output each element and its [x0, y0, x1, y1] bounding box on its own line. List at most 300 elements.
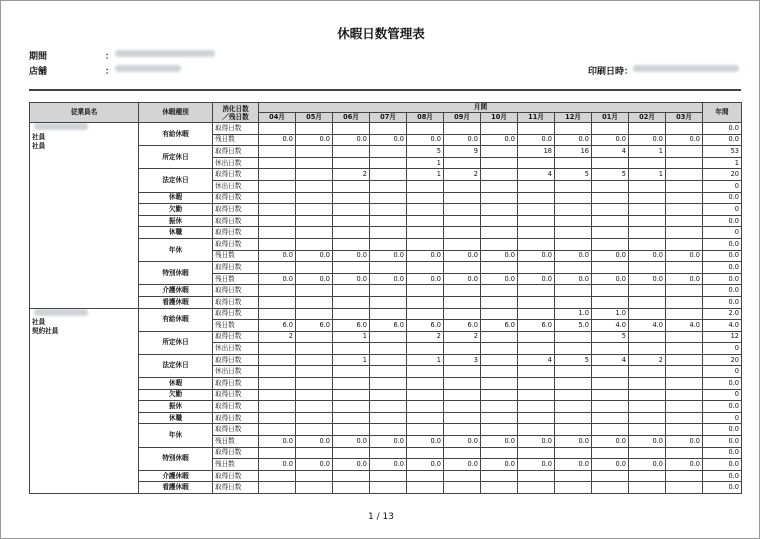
month-value-cell: 0.0: [481, 250, 518, 262]
month-value-cell: 0.0: [444, 459, 481, 471]
month-value-cell: [259, 285, 296, 297]
month-value-cell: [666, 192, 703, 204]
month-value-cell: [518, 308, 555, 320]
month-value-cell: [555, 366, 592, 378]
month-value-cell: 0.0: [296, 436, 333, 448]
leave-type-cell: 欠勤: [139, 389, 213, 401]
month-value-cell: [481, 401, 518, 413]
month-value-cell: [407, 204, 444, 216]
month-value-cell: 2: [333, 169, 370, 181]
month-value-cell: 0.0: [481, 273, 518, 285]
month-value-cell: [555, 378, 592, 390]
leave-type-cell: 有給休暇: [139, 123, 213, 146]
month-value-cell: [592, 482, 629, 494]
month-value-cell: [370, 401, 407, 413]
month-value-cell: 0.0: [407, 134, 444, 146]
month-value-cell: [666, 262, 703, 274]
month-value-cell: [629, 215, 666, 227]
month-value-cell: [518, 424, 555, 436]
month-value-cell: [333, 482, 370, 494]
month-value-cell: [296, 308, 333, 320]
month-value-cell: 0.0: [444, 273, 481, 285]
header-month: 12月: [555, 113, 592, 123]
month-value-cell: [370, 447, 407, 459]
month-value-cell: 0.0: [592, 459, 629, 471]
month-value-cell: [518, 192, 555, 204]
month-value-cell: [259, 482, 296, 494]
measure-cell: 取得日数: [213, 412, 259, 424]
month-value-cell: [259, 123, 296, 135]
month-value-cell: 5: [407, 146, 444, 158]
month-value-cell: 16: [555, 146, 592, 158]
month-value-cell: [444, 470, 481, 482]
measure-cell: 残日数: [213, 250, 259, 262]
month-value-cell: [259, 204, 296, 216]
month-value-cell: 0.0: [555, 436, 592, 448]
month-value-cell: 1.0: [555, 308, 592, 320]
month-value-cell: [407, 192, 444, 204]
month-value-cell: [296, 180, 333, 192]
month-value-cell: [481, 180, 518, 192]
month-value-cell: 0.0: [444, 436, 481, 448]
year-total-cell: 0.0: [703, 482, 742, 494]
month-value-cell: [444, 412, 481, 424]
month-value-cell: [592, 401, 629, 413]
employee-name-redacted: [34, 123, 88, 130]
month-value-cell: [259, 354, 296, 366]
report-title: 休暇日数管理表: [337, 26, 425, 41]
month-value-cell: 4: [592, 146, 629, 158]
month-value-cell: [666, 470, 703, 482]
month-value-cell: [444, 424, 481, 436]
month-value-cell: [370, 192, 407, 204]
month-value-cell: 0.0: [259, 250, 296, 262]
month-value-cell: [592, 123, 629, 135]
month-value-cell: 9: [444, 146, 481, 158]
month-value-cell: [518, 123, 555, 135]
month-value-cell: [518, 331, 555, 343]
print-datetime-label: 印刷日時：: [588, 67, 634, 77]
measure-cell: 取得日数: [213, 389, 259, 401]
month-value-cell: [407, 366, 444, 378]
month-value-cell: [555, 157, 592, 169]
month-value-cell: [481, 366, 518, 378]
month-value-cell: 0.0: [555, 459, 592, 471]
month-value-cell: 0.0: [296, 273, 333, 285]
measure-cell: 取得日数: [213, 296, 259, 308]
year-total-cell: 53: [703, 146, 742, 158]
month-value-cell: [629, 366, 666, 378]
month-value-cell: [407, 262, 444, 274]
month-value-cell: [444, 447, 481, 459]
month-value-cell: 0.0: [592, 250, 629, 262]
year-total-cell: 0.0: [703, 436, 742, 448]
header-month: 02月: [629, 113, 666, 123]
month-value-cell: [629, 227, 666, 239]
measure-cell: 取得日数: [213, 447, 259, 459]
month-value-cell: [666, 424, 703, 436]
measure-cell: 取得日数: [213, 227, 259, 239]
year-total-cell: 0: [703, 227, 742, 239]
month-value-cell: [666, 204, 703, 216]
month-value-cell: [333, 424, 370, 436]
month-value-cell: [555, 238, 592, 250]
month-value-cell: 2: [259, 331, 296, 343]
month-value-cell: [444, 389, 481, 401]
year-total-cell: 0: [703, 343, 742, 355]
month-value-cell: [555, 447, 592, 459]
measure-cell: 残日数: [213, 134, 259, 146]
measure-cell: 取得日数: [213, 285, 259, 297]
store-colon: ：: [105, 67, 115, 77]
month-value-cell: [518, 447, 555, 459]
month-value-cell: [370, 354, 407, 366]
measure-cell: 残日数: [213, 459, 259, 471]
year-total-cell: 0.0: [703, 401, 742, 413]
month-value-cell: [518, 470, 555, 482]
month-value-cell: 1.0: [592, 308, 629, 320]
month-value-cell: [333, 204, 370, 216]
month-value-cell: [333, 262, 370, 274]
month-value-cell: 0.0: [370, 459, 407, 471]
month-value-cell: [407, 296, 444, 308]
month-value-cell: [333, 180, 370, 192]
month-value-cell: [629, 482, 666, 494]
header-divider: [29, 89, 741, 91]
month-value-cell: [370, 366, 407, 378]
measure-cell: 取得日数: [213, 401, 259, 413]
month-value-cell: [259, 424, 296, 436]
month-value-cell: [592, 296, 629, 308]
month-value-cell: [296, 354, 333, 366]
measure-cell: 取得日数: [213, 238, 259, 250]
month-value-cell: [629, 204, 666, 216]
month-value-cell: [296, 366, 333, 378]
month-value-cell: 0.0: [518, 436, 555, 448]
month-value-cell: [592, 204, 629, 216]
month-value-cell: [666, 447, 703, 459]
month-value-cell: [333, 308, 370, 320]
month-value-cell: [629, 285, 666, 297]
header-month: 06月: [333, 113, 370, 123]
month-value-cell: [629, 180, 666, 192]
measure-cell: 取得日数: [213, 123, 259, 135]
month-value-cell: [296, 262, 333, 274]
month-value-cell: 0.0: [407, 436, 444, 448]
month-value-cell: [592, 412, 629, 424]
month-value-cell: [259, 401, 296, 413]
month-value-cell: [518, 389, 555, 401]
month-value-cell: [259, 308, 296, 320]
month-value-cell: [629, 262, 666, 274]
month-value-cell: 0.0: [370, 436, 407, 448]
month-value-cell: 0.0: [629, 134, 666, 146]
month-value-cell: 6.0: [370, 320, 407, 332]
month-value-cell: [259, 238, 296, 250]
year-total-cell: 0: [703, 389, 742, 401]
month-value-cell: [370, 389, 407, 401]
month-value-cell: [518, 366, 555, 378]
month-value-cell: [296, 378, 333, 390]
measure-cell: 取得日数: [213, 146, 259, 158]
month-value-cell: 0.0: [296, 459, 333, 471]
month-value-cell: [592, 262, 629, 274]
month-value-cell: 1: [629, 169, 666, 181]
month-value-cell: [370, 227, 407, 239]
leave-type-cell: 休暇: [139, 192, 213, 204]
month-value-cell: [481, 470, 518, 482]
month-value-cell: [259, 447, 296, 459]
month-value-cell: [481, 204, 518, 216]
measure-cell: 休出日数: [213, 157, 259, 169]
year-total-cell: 0: [703, 180, 742, 192]
month-value-cell: [629, 447, 666, 459]
employee-name-redacted: [34, 309, 88, 316]
month-value-cell: [296, 401, 333, 413]
month-value-cell: [370, 308, 407, 320]
month-value-cell: [444, 180, 481, 192]
month-value-cell: [444, 204, 481, 216]
month-value-cell: [481, 331, 518, 343]
month-value-cell: [666, 215, 703, 227]
measure-cell: 取得日数: [213, 424, 259, 436]
month-value-cell: [666, 378, 703, 390]
month-value-cell: [481, 447, 518, 459]
month-value-cell: [407, 470, 444, 482]
header-used-remaining: 消化日数 ／残日数: [213, 103, 259, 123]
month-value-cell: [592, 238, 629, 250]
month-value-cell: 0.0: [555, 250, 592, 262]
month-value-cell: 4.0: [666, 320, 703, 332]
month-value-cell: [370, 146, 407, 158]
month-value-cell: [296, 227, 333, 239]
month-value-cell: [518, 238, 555, 250]
leave-type-cell: 看護休暇: [139, 482, 213, 494]
month-value-cell: [518, 180, 555, 192]
leave-type-cell: 特別休暇: [139, 262, 213, 285]
month-value-cell: 2: [444, 331, 481, 343]
month-value-cell: [444, 215, 481, 227]
leave-type-cell: 休職: [139, 227, 213, 239]
month-value-cell: 0.0: [629, 273, 666, 285]
month-value-cell: [629, 192, 666, 204]
month-value-cell: [555, 343, 592, 355]
month-value-cell: [555, 227, 592, 239]
month-value-cell: [333, 389, 370, 401]
month-value-cell: 0.0: [555, 273, 592, 285]
month-value-cell: [518, 215, 555, 227]
month-value-cell: [518, 412, 555, 424]
month-value-cell: [370, 285, 407, 297]
year-total-cell: 0.0: [703, 250, 742, 262]
month-value-cell: [518, 482, 555, 494]
leave-type-cell: 所定休日: [139, 146, 213, 169]
month-value-cell: [407, 447, 444, 459]
month-value-cell: [259, 157, 296, 169]
month-value-cell: 0.0: [555, 134, 592, 146]
month-value-cell: [444, 262, 481, 274]
month-value-cell: [629, 424, 666, 436]
header-month: 10月: [481, 113, 518, 123]
month-value-cell: [444, 238, 481, 250]
month-value-cell: [370, 204, 407, 216]
month-value-cell: 0.0: [370, 134, 407, 146]
year-total-cell: 0.0: [703, 192, 742, 204]
month-value-cell: 6.0: [518, 320, 555, 332]
month-value-cell: [629, 296, 666, 308]
month-value-cell: [629, 238, 666, 250]
year-total-cell: 0.0: [703, 123, 742, 135]
month-value-cell: 0.0: [666, 250, 703, 262]
month-value-cell: [407, 227, 444, 239]
month-value-cell: [444, 285, 481, 297]
month-value-cell: 6.0: [407, 320, 444, 332]
header-month: 07月: [370, 113, 407, 123]
month-value-cell: 6.0: [444, 320, 481, 332]
month-value-cell: [296, 146, 333, 158]
month-value-cell: 2: [444, 169, 481, 181]
month-value-cell: 0.0: [592, 273, 629, 285]
month-value-cell: [370, 424, 407, 436]
month-value-cell: [555, 482, 592, 494]
month-value-cell: [481, 482, 518, 494]
employee-cell: [30, 123, 139, 309]
leave-type-cell: 法定休日: [139, 169, 213, 192]
measure-cell: 残日数: [213, 436, 259, 448]
measure-cell: 取得日数: [213, 204, 259, 216]
month-value-cell: 0.0: [666, 436, 703, 448]
month-value-cell: [666, 123, 703, 135]
month-value-cell: [555, 204, 592, 216]
year-total-cell: 0.0: [703, 447, 742, 459]
month-value-cell: 0.0: [259, 273, 296, 285]
header-month: 01月: [592, 113, 629, 123]
month-value-cell: [444, 192, 481, 204]
month-value-cell: [370, 470, 407, 482]
month-value-cell: [592, 215, 629, 227]
month-value-cell: 0.0: [629, 459, 666, 471]
year-total-cell: 0: [703, 366, 742, 378]
print-datetime-value-redacted: [633, 65, 739, 72]
month-value-cell: [333, 123, 370, 135]
month-value-cell: 0.0: [333, 436, 370, 448]
month-value-cell: [407, 378, 444, 390]
month-value-cell: [407, 482, 444, 494]
month-value-cell: 1: [407, 169, 444, 181]
month-value-cell: 5: [592, 331, 629, 343]
month-value-cell: [296, 482, 333, 494]
month-value-cell: [629, 123, 666, 135]
leave-type-cell: 年休: [139, 424, 213, 447]
month-value-cell: [666, 389, 703, 401]
month-value-cell: [666, 238, 703, 250]
header-months-group: 月間: [259, 103, 703, 113]
month-value-cell: [592, 378, 629, 390]
month-value-cell: [370, 331, 407, 343]
month-value-cell: [592, 285, 629, 297]
month-value-cell: [666, 296, 703, 308]
month-value-cell: [370, 238, 407, 250]
month-value-cell: [518, 204, 555, 216]
month-value-cell: [407, 285, 444, 297]
month-value-cell: [333, 238, 370, 250]
month-value-cell: [259, 366, 296, 378]
year-total-cell: 0: [703, 204, 742, 216]
month-value-cell: 5: [555, 354, 592, 366]
month-value-cell: [296, 123, 333, 135]
month-value-cell: [592, 180, 629, 192]
month-value-cell: [481, 262, 518, 274]
month-value-cell: 1: [333, 331, 370, 343]
year-total-cell: 0.0: [703, 296, 742, 308]
month-value-cell: [333, 157, 370, 169]
month-value-cell: [444, 378, 481, 390]
month-value-cell: [333, 412, 370, 424]
month-value-cell: [333, 285, 370, 297]
month-value-cell: [555, 285, 592, 297]
month-value-cell: 0.0: [370, 273, 407, 285]
month-value-cell: [444, 296, 481, 308]
period-value-redacted: [115, 50, 215, 57]
month-value-cell: [481, 296, 518, 308]
measure-cell: 休出日数: [213, 343, 259, 355]
header-month: 08月: [407, 113, 444, 123]
month-value-cell: [629, 343, 666, 355]
month-value-cell: [259, 169, 296, 181]
month-value-cell: [296, 157, 333, 169]
month-value-cell: [370, 169, 407, 181]
month-value-cell: [333, 227, 370, 239]
month-value-cell: [481, 354, 518, 366]
month-value-cell: 0.0: [666, 134, 703, 146]
month-value-cell: [296, 296, 333, 308]
month-value-cell: [444, 366, 481, 378]
month-value-cell: 0.0: [296, 250, 333, 262]
month-value-cell: 0.0: [407, 459, 444, 471]
month-value-cell: [259, 412, 296, 424]
month-value-cell: [481, 378, 518, 390]
month-value-cell: [444, 227, 481, 239]
year-total-cell: 0.0: [703, 238, 742, 250]
leave-type-cell: 看護休暇: [139, 296, 213, 308]
month-value-cell: [296, 470, 333, 482]
month-value-cell: [333, 146, 370, 158]
month-value-cell: 0.0: [333, 273, 370, 285]
month-value-cell: [518, 285, 555, 297]
month-value-cell: 6.0: [259, 320, 296, 332]
month-value-cell: [370, 296, 407, 308]
month-value-cell: [555, 470, 592, 482]
month-value-cell: 0.0: [333, 459, 370, 471]
measure-cell: 残日数: [213, 273, 259, 285]
month-value-cell: 18: [518, 146, 555, 158]
month-value-cell: [555, 123, 592, 135]
month-value-cell: 6.0: [333, 320, 370, 332]
month-value-cell: [370, 180, 407, 192]
month-value-cell: [592, 447, 629, 459]
month-value-cell: 6.0: [296, 320, 333, 332]
month-value-cell: [666, 227, 703, 239]
month-value-cell: 4.0: [592, 320, 629, 332]
month-value-cell: [555, 180, 592, 192]
month-value-cell: [259, 146, 296, 158]
month-value-cell: [296, 192, 333, 204]
month-value-cell: 0.0: [296, 134, 333, 146]
month-value-cell: [370, 123, 407, 135]
month-value-cell: [333, 215, 370, 227]
month-value-cell: [518, 343, 555, 355]
leave-type-cell: 休暇: [139, 378, 213, 390]
